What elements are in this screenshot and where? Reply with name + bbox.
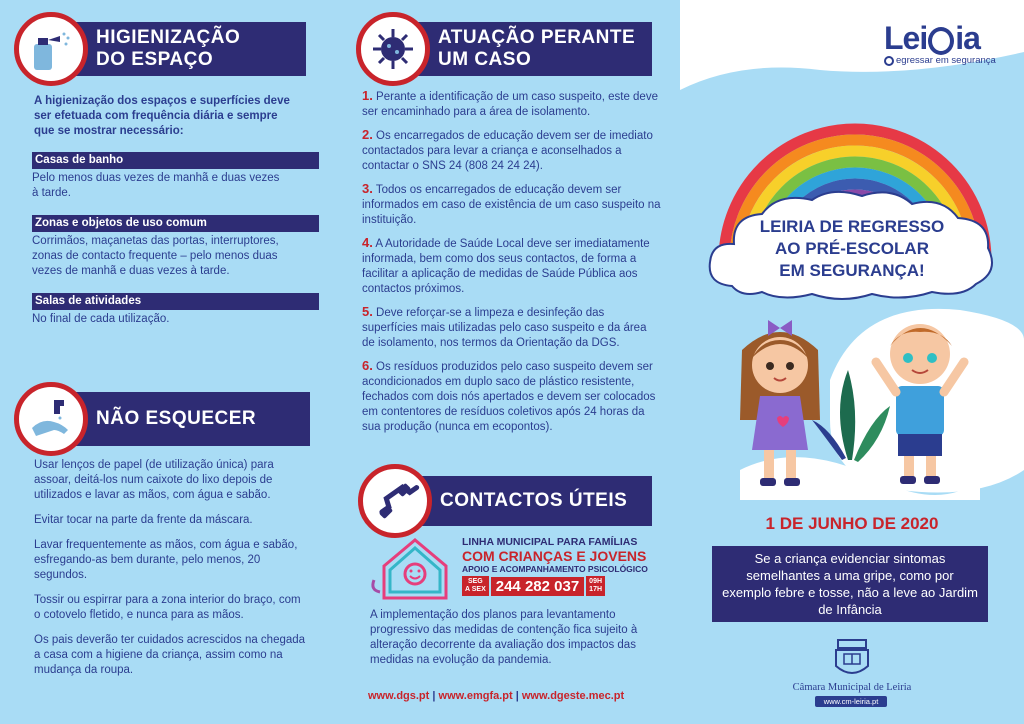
spray-icon (14, 12, 88, 86)
step-text: Deve reforçar-se a limpeza e desinfeção das superfícies mais utilizadas pelo caso suspeito e da área de isolamento, nos termos da Orientação da DGS. (362, 307, 647, 349)
linha-hours-1: 09H (589, 578, 603, 585)
section-text: Corrimãos, maçanetas das portas, interruptores, zonas de contacto frequente – pelo menos duas vezes de manhã e duas vezes à tarde. (32, 235, 279, 277)
logo-text-b: ia (955, 20, 980, 56)
linha-hours (586, 576, 605, 596)
link-separator: | (515, 690, 519, 702)
hig-intro: A higienização dos espaços e superfícies deve ser efetuada com frequência diária e sempre que se mostrar necessário: (34, 95, 290, 137)
hig-title (70, 22, 306, 76)
contactos-title: CONTACTOS ÚTEIS (414, 476, 652, 526)
right-panel (680, 0, 1024, 724)
logo-small-r-icon (884, 56, 894, 66)
atu-title-line-1: ATUAÇÃO PERANTE (438, 27, 636, 48)
hig-title-line-2: DO ESPAÇO (96, 49, 214, 70)
linha-days-1: SEG (467, 578, 483, 585)
logo-r-icon (928, 27, 954, 55)
section-title: Casas de banho (32, 152, 319, 169)
camara-url[interactable]: www.cm-leiria.pt (815, 696, 887, 707)
logo-text-a: Lei (884, 20, 928, 56)
link-dgs[interactable]: www.dgs.pt (368, 690, 430, 702)
step-number: 4. (362, 235, 373, 250)
cloud-title-line-1: LEIRIA DE REGRESSO (759, 217, 945, 236)
list-item: Lavar frequentemente as mãos, com água e sabão, esfregando-as bem durante, pelo menos, 20 segundos. (34, 539, 298, 581)
nao-header (14, 382, 310, 456)
note-text: A implementação dos planos para levantamento progressivo das medidas de contenção fica sujeito à alteração decorrente da avaliação dos impactos das medidas na evolução da pandemia. (370, 609, 638, 666)
list-item (362, 235, 662, 297)
nao-list (34, 458, 306, 685)
linha-days (462, 576, 489, 596)
linha-title-2: COM CRIANÇAS E JOVENS (462, 548, 647, 564)
list-item: Os pais deverão ter cuidados acrescidos na chegada a casa com a higiene da criança, assim como na mudança da roupa. (34, 634, 306, 676)
step-text: Todos os encarregados de educação devem ser informados em caso de existência de um caso suspeito na instituição. (362, 184, 661, 226)
atu-title-line-2: UM CASO (438, 49, 532, 70)
linha-phone-row (462, 576, 605, 596)
step-text: Os resíduos produzidos pelo caso suspeito devem ser acondicionados em duplo saco de plástico resistente, fechados com dois nós apertados e devem ser colocados em contentores de resíduos coletivos após 24 horas da sua produção (nunca em ecopontos). (362, 361, 656, 433)
cloud-title-line-3: EM SEGURANÇA! (779, 261, 925, 280)
step-number: 2. (362, 127, 373, 142)
list-item (362, 181, 662, 228)
linha-title-1: LINHA MUNICIPAL PARA FAMÍLIAS (462, 536, 638, 548)
list-item: Evitar tocar na parte da frente da máscara. (34, 514, 253, 526)
section-text: No final de cada utilização. (32, 313, 170, 325)
linha-municipal (370, 536, 660, 600)
nao-title: NÃO ESQUECER (70, 392, 310, 446)
virus-icon (356, 12, 430, 86)
municipal-crest-icon (830, 636, 874, 680)
warning-box: Se a criança evidenciar sintomas semelhantes a uma gripe, como por exemplo febre e tosse, não a leve ao Jardim de Infância (712, 546, 988, 622)
section-text: Pelo menos duas vezes de manhã e duas vezes à tarde. (32, 172, 280, 199)
atu-title (412, 22, 652, 76)
section-title: Zonas e objetos de uso comum (32, 215, 319, 232)
list-item (362, 358, 662, 435)
list-item: Tossir ou espirrar para a zona interior do braço, com o cotovelo fletido, e nunca para as mãos. (34, 594, 301, 621)
event-date: 1 DE JUNHO DE 2020 (765, 514, 939, 533)
link-emgfa[interactable]: www.emgfa.pt (438, 690, 513, 702)
contactos-header (358, 464, 652, 538)
house-icon (370, 536, 460, 602)
left-panel (0, 0, 340, 724)
phone-icon (358, 464, 432, 538)
hig-sections (32, 146, 319, 327)
children-illustration (720, 310, 980, 500)
list-item (362, 127, 662, 174)
logo-tagline: egressar em segurança (896, 55, 996, 66)
links-row (368, 690, 624, 702)
link-dgeste[interactable]: www.dgeste.mec.pt (521, 690, 625, 702)
cloud-title-line-2: AO PRÉ-ESCOLAR (775, 239, 929, 258)
list-item: Usar lenços de papel (de utilização única) para assoar, deitá-los num caixote do lixo depois de utilizados e lavar as mãos, com água e sabão. (34, 459, 274, 501)
linha-days-2: A SEX (465, 586, 486, 593)
step-text: Os encarregados de educação devem ser de imediato contactados para levar a criança e aconselhados a contactar o SNS 24 (808 24 24 24). (362, 130, 653, 172)
hig-title-line-1: HIGIENIZAÇÃO (96, 27, 241, 48)
list-item (362, 88, 662, 120)
link-separator: | (432, 690, 436, 702)
atu-header (356, 12, 652, 86)
hig-header (14, 12, 306, 86)
linha-phone[interactable]: 244 282 037 (491, 577, 584, 596)
step-number: 3. (362, 181, 373, 196)
cloud-title (720, 216, 984, 282)
step-number: 1. (362, 88, 373, 103)
steps-list (362, 88, 662, 442)
linha-title-3: APOIO E ACOMPANHAMENTO PSICOLÓGICO (462, 564, 648, 574)
handwash-icon (14, 382, 88, 456)
step-text: Perante a identificação de um caso suspeito, este deve ser encaminhado para a área de isolamento. (362, 91, 658, 118)
step-number: 6. (362, 358, 373, 373)
middle-panel (340, 0, 680, 724)
step-number: 5. (362, 304, 373, 319)
list-item (362, 304, 662, 351)
section-title: Salas de atividades (32, 293, 319, 310)
leiria-logo (884, 20, 996, 66)
camara-name: Câmara Municipal de Leiria (792, 682, 912, 693)
linha-hours-2: 17H (589, 586, 603, 593)
step-text: A Autoridade de Saúde Local deve ser imediatamente informada, bem como dos seus contactos, de forma a facilitar a aplicação de medidas de Saúde Pública aos contactos próximos. (362, 238, 650, 295)
